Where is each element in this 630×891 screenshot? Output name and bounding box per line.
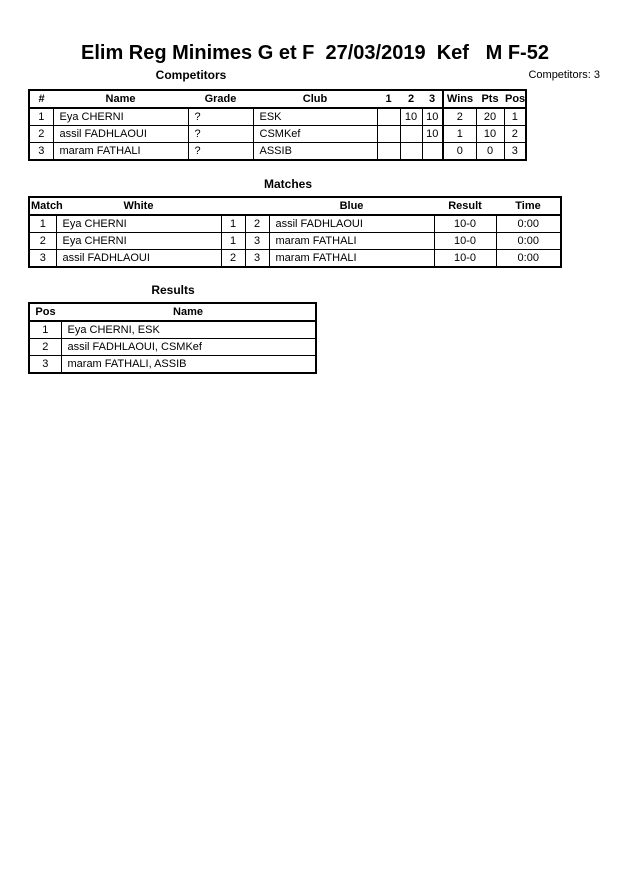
competitors-table — [28, 89, 527, 161]
competitor-grade: ? — [188, 143, 253, 161]
round1-score — [377, 126, 400, 143]
blue-competitor: assil FADHLAOUI — [269, 215, 434, 233]
col-header-pos: Pos — [29, 303, 61, 321]
match-number: 2 — [29, 233, 56, 250]
blue-competitor: maram FATHALI — [269, 250, 434, 268]
round3-score — [422, 143, 443, 161]
match-number: 3 — [29, 250, 56, 268]
col-header-time: Time — [496, 197, 561, 215]
competitor-name: Eya CHERNI — [53, 108, 188, 126]
competitor-row — [29, 143, 526, 161]
competitor-wins: 1 — [443, 126, 476, 143]
col-header-blue-num — [245, 197, 269, 215]
white-competitor-number: 2 — [221, 250, 245, 268]
round3-score: 10 — [422, 108, 443, 126]
result-name: Eya CHERNI, ESK — [61, 321, 316, 339]
competitor-grade: ? — [188, 108, 253, 126]
round2-score — [400, 143, 422, 161]
competitor-pts: 0 — [476, 143, 504, 161]
round3-score: 10 — [422, 126, 443, 143]
col-header-wins: Wins — [443, 90, 476, 108]
col-header-round3: 3 — [422, 90, 443, 108]
match-time: 0:00 — [496, 233, 561, 250]
competitor-number: 2 — [29, 126, 53, 143]
result-row — [29, 339, 316, 356]
competitor-row — [29, 126, 526, 143]
white-competitor: Eya CHERNI — [56, 215, 221, 233]
col-header-blue: Blue — [269, 197, 434, 215]
competitor-pos: 1 — [504, 108, 526, 126]
match-row — [29, 250, 561, 268]
competitor-pos: 3 — [504, 143, 526, 161]
white-competitor-number: 1 — [221, 215, 245, 233]
blue-competitor: maram FATHALI — [269, 233, 434, 250]
competitor-pts: 10 — [476, 126, 504, 143]
matches-header-row — [29, 197, 561, 215]
col-header-white: White — [56, 197, 221, 215]
competitor-club: ASSIB — [253, 143, 377, 161]
result-row — [29, 356, 316, 374]
white-competitor: Eya CHERNI — [56, 233, 221, 250]
round1-score — [377, 143, 400, 161]
result-pos: 1 — [29, 321, 61, 339]
competitor-pos: 2 — [504, 126, 526, 143]
competitor-name: assil FADHLAOUI — [53, 126, 188, 143]
blue-competitor-number: 3 — [245, 250, 269, 268]
competitors-count: Competitors: 3 — [528, 69, 600, 81]
match-row — [29, 215, 561, 233]
col-header-round2: 2 — [400, 90, 422, 108]
col-header-pos: Pos — [504, 90, 526, 108]
results-heading: Results — [151, 283, 195, 297]
competitor-row — [29, 108, 526, 126]
col-header-round1: 1 — [377, 90, 400, 108]
blue-competitor-number: 3 — [245, 233, 269, 250]
competitor-wins: 0 — [443, 143, 476, 161]
match-time: 0:00 — [496, 215, 561, 233]
page-title: Elim Reg Minimes G et F 27/03/2019 Kef M F-52 — [81, 42, 549, 64]
competitor-number: 3 — [29, 143, 53, 161]
competitor-wins: 2 — [443, 108, 476, 126]
competitor-pts: 20 — [476, 108, 504, 126]
match-row — [29, 233, 561, 250]
competitor-club: CSMKef — [253, 126, 377, 143]
col-header-number: # — [29, 90, 53, 108]
match-result: 10-0 — [434, 250, 496, 268]
white-competitor-number: 1 — [221, 233, 245, 250]
result-row — [29, 321, 316, 339]
result-pos: 2 — [29, 339, 61, 356]
match-time: 0:00 — [496, 250, 561, 268]
result-name: maram FATHALI, ASSIB — [61, 356, 316, 374]
competitor-club: ESK — [253, 108, 377, 126]
round2-score: 10 — [400, 108, 422, 126]
competitor-number: 1 — [29, 108, 53, 126]
round1-score — [377, 108, 400, 126]
round2-score — [400, 126, 422, 143]
col-header-result: Result — [434, 197, 496, 215]
col-header-pts: Pts — [476, 90, 504, 108]
result-pos: 3 — [29, 356, 61, 374]
white-competitor: assil FADHLAOUI — [56, 250, 221, 268]
col-header-club: Club — [253, 90, 377, 108]
match-number: 1 — [29, 215, 56, 233]
results-table — [28, 302, 317, 374]
blue-competitor-number: 2 — [245, 215, 269, 233]
match-result: 10-0 — [434, 233, 496, 250]
match-result: 10-0 — [434, 215, 496, 233]
col-header-name: Name — [53, 90, 188, 108]
results-header-row — [29, 303, 316, 321]
col-header-match: Match — [29, 197, 56, 215]
competitor-name: maram FATHALI — [53, 143, 188, 161]
matches-heading: Matches — [263, 177, 313, 191]
matches-table — [28, 196, 562, 268]
col-header-name: Name — [61, 303, 316, 321]
col-header-white-num — [221, 197, 245, 215]
result-name: assil FADHLAOUI, CSMKef — [61, 339, 316, 356]
competitors-heading: Competitors — [155, 68, 227, 82]
competitor-grade: ? — [188, 126, 253, 143]
col-header-grade: Grade — [188, 90, 253, 108]
competitors-header-row — [29, 90, 526, 108]
